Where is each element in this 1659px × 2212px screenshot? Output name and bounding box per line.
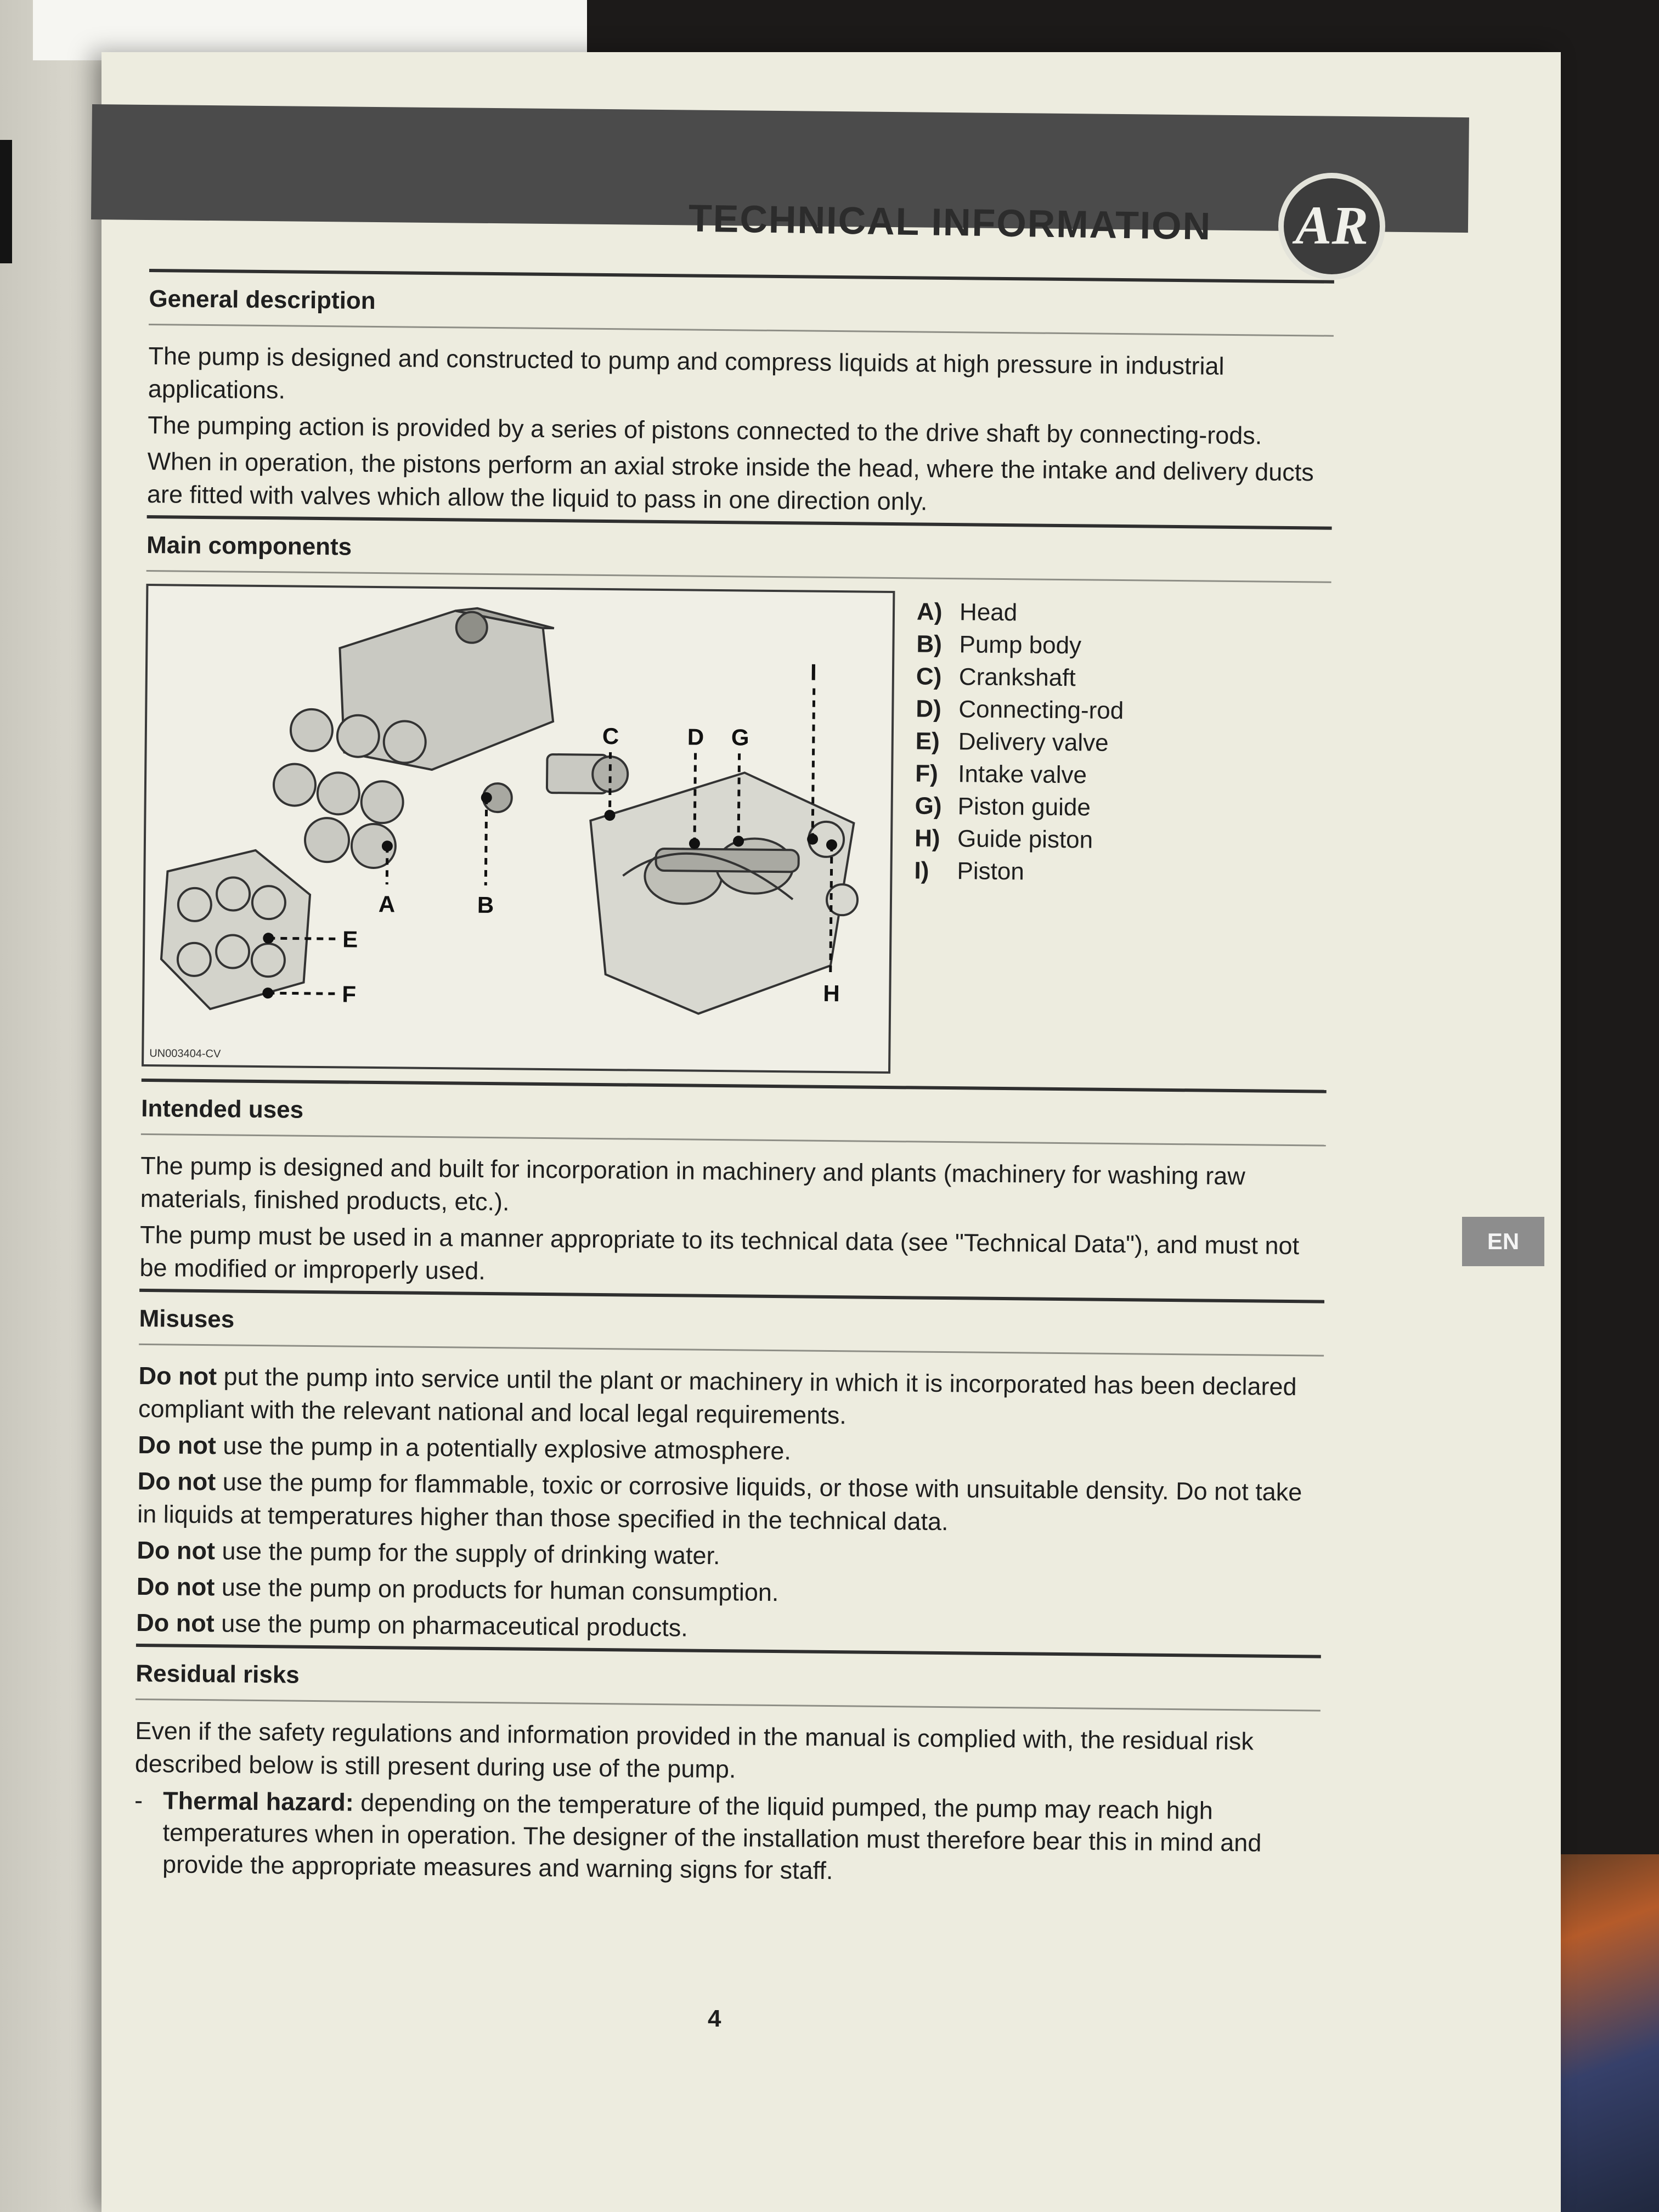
pump-diagram <box>142 584 895 1074</box>
component-label: Crankshaft <box>958 663 1076 692</box>
general-description-body <box>147 340 1334 522</box>
main-components-title: Main components <box>146 531 352 561</box>
component-key: G) <box>915 792 942 820</box>
page-content <box>134 269 1334 1896</box>
residual-risks-body <box>134 1714 1321 1892</box>
figure-label-i: I <box>810 659 817 685</box>
bullet-dash: - <box>134 1786 143 1815</box>
component-label: Connecting-rod <box>958 696 1124 725</box>
section-rule <box>141 1133 1326 1147</box>
component-key: C) <box>916 663 942 690</box>
general-description-title: General description <box>149 285 376 314</box>
paragraph: The pump must be used in a manner appropriate to its technical data (see "Technical Data"), and must not be modified or improperly used. <box>139 1220 1300 1285</box>
figure-label-d: D <box>687 724 704 750</box>
intended-uses-title: Intended uses <box>141 1094 304 1124</box>
language-tab: EN <box>1462 1217 1544 1266</box>
paragraph: The pumping action is provided by a series of pistons connected to the drive shaft by connecting-rods. <box>148 410 1262 450</box>
risk-text <box>162 1785 1320 1891</box>
components-list <box>914 595 1125 889</box>
component-key: A) <box>916 598 943 625</box>
figure-label-e: E <box>342 926 358 952</box>
brand-logo: AR <box>1278 173 1385 280</box>
page-title: TECHNICAL INFORMATION <box>688 196 1212 248</box>
component-label: Head <box>959 599 1018 627</box>
misuses-body <box>136 1359 1324 1651</box>
section-rule <box>139 1344 1324 1357</box>
component-key: H) <box>914 825 940 852</box>
misuse-text: use the pump on products for human consumption. <box>215 1573 779 1607</box>
misuses-title: Misuses <box>139 1305 235 1333</box>
misuse-lead: Do not <box>136 1608 215 1638</box>
list-item <box>915 757 1123 792</box>
page-number: 4 <box>708 2005 721 2032</box>
component-key: D) <box>916 695 942 723</box>
figure-label-f: F <box>342 981 357 1007</box>
list-item <box>915 822 1122 856</box>
misuse-lead: Do not <box>137 1536 216 1565</box>
section-rule <box>136 1699 1321 1712</box>
section-rule <box>149 324 1334 337</box>
misuse-text: use the pump for flammable, toxic or corrosive liquids, or those with unsuitable density. Do not take in liquids at temperatures higher than those specified in the technical data. <box>137 1468 1302 1536</box>
misuse-lead: Do not <box>136 1572 215 1601</box>
component-label: Pump body <box>959 631 1082 659</box>
figure-label-h: H <box>823 980 840 1007</box>
pump-section-view <box>589 771 859 1015</box>
figure-label-g: G <box>731 724 749 751</box>
misuse-lead: Do not <box>138 1361 217 1391</box>
section-rule <box>146 570 1331 583</box>
component-key: B) <box>916 630 943 658</box>
component-label: Guide piston <box>957 825 1093 854</box>
misuse-lead: Do not <box>137 1466 216 1496</box>
paragraph: Even if the safety regulations and information provided in the manual is complied with, the residual risk described below is still present during use of the pump. <box>134 1716 1254 1784</box>
risk-item <box>134 1785 1320 1892</box>
component-key: E) <box>915 727 940 755</box>
figure-label-a: A <box>378 891 396 917</box>
paragraph: When in operation, the pistons perform an axial stroke inside the head, where the intake and delivery ducts are fitted with valves which allow the liquid to pass in one direction only. <box>146 447 1314 516</box>
list-item <box>916 725 1124 759</box>
list-item <box>917 595 1125 630</box>
misuse-item <box>136 1606 1321 1651</box>
list-item <box>915 789 1122 824</box>
component-label: Delivery valve <box>958 728 1109 757</box>
misuse-text: use the pump in a potentially explosive atmosphere. <box>216 1431 792 1465</box>
figure-code: UN003404-CV <box>149 1047 221 1060</box>
paragraph: The pump is designed and built for incorporation in machinery and plants (machinery for washing raw materials, finished products, etc.). <box>140 1151 1246 1216</box>
component-label: Piston <box>957 857 1025 885</box>
list-item <box>916 660 1124 695</box>
component-label: Piston guide <box>957 793 1091 821</box>
pump-diagram-illustration <box>144 586 893 1071</box>
figure-label-b: B <box>477 891 494 918</box>
misuse-text: put the pump into service until the plant or machinery in which it is incorporated has been declared compliant with the relevant national and local legal requirements. <box>138 1362 1297 1430</box>
misuse-text: use the pump on pharmaceutical products. <box>214 1609 688 1642</box>
pump-external-view <box>273 606 630 870</box>
manifold-section-view <box>161 849 311 1010</box>
background-paper-sheet <box>33 0 587 60</box>
misuse-lead: Do not <box>138 1430 217 1460</box>
misuse-text: use the pump for the supply of drinking water. <box>215 1537 720 1570</box>
component-key: F) <box>915 760 938 787</box>
list-item <box>914 854 1122 889</box>
misuse-item <box>137 1465 1323 1542</box>
residual-risks-title: Residual risks <box>136 1660 300 1689</box>
risk-description: depending on the temperature of the liquid pumped, the pump may reach high temperatures when in operation. The designer of the installation must therefore bear this in mind and provide the appropriate measures and warning signs for staff. <box>162 1788 1262 1885</box>
misuse-item <box>138 1359 1324 1437</box>
risk-lead: Thermal hazard: <box>162 1786 354 1816</box>
list-item <box>916 692 1124 727</box>
figure-label-c: C <box>602 723 619 749</box>
main-components-section <box>142 584 1331 1090</box>
paragraph: The pump is designed and constructed to pump and compress liquids at high pressure in industrial applications. <box>148 341 1224 404</box>
background-mark <box>0 140 12 263</box>
component-label: Intake valve <box>957 760 1087 789</box>
intended-uses-body <box>139 1149 1325 1296</box>
list-item <box>916 628 1124 662</box>
component-key: I) <box>914 857 929 884</box>
